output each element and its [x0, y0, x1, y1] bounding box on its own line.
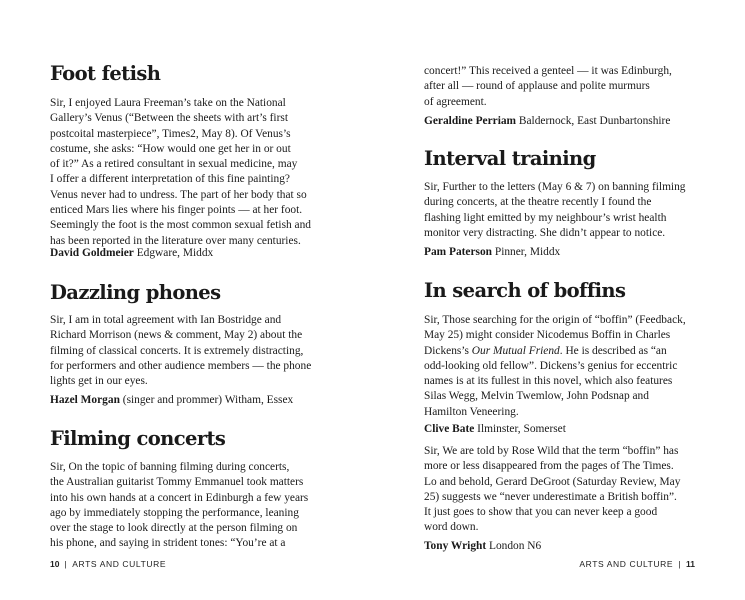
text-line: Sir, I am in total agreement with Ian Bostridge and [50, 314, 282, 326]
letter-filming-concerts [50, 460, 322, 552]
text-line: Sir, We are told by Rose Wild that the term “boffin” has [424, 445, 679, 457]
text-line: ago by immediately stopping the performance, leaning [50, 506, 299, 519]
letter-filming-continued [424, 64, 696, 110]
text-line: Lo and behold, Gerard DeGroot (Saturday Review, May [424, 475, 681, 488]
text-line: for performers and other audience members — the phone [50, 359, 312, 372]
signature-in-search-of-boffins [424, 422, 696, 437]
text-line: names is at its fullest in this novel, which also features [424, 375, 673, 388]
text-line: May 25) might consider Nicodemus Boffin in Charles [424, 329, 671, 342]
text-line: Sir, Those searching for the origin of “boffin” (Feedback, [424, 314, 686, 326]
text-line: odd-looking old fellow”. Dickens’s genius for eccentric [424, 359, 678, 372]
signature-foot-fetish [50, 246, 322, 261]
signature-filming-concerts [424, 114, 696, 129]
letter-dazzling-phones [50, 313, 322, 389]
text-line: lights get in our eyes. [50, 375, 148, 388]
heading-foot-fetish: Foot fetish [50, 62, 161, 85]
text-line: during concerts, at the theatre recently I found the [424, 196, 652, 209]
author-name: David Goldmeier [50, 247, 134, 259]
signature-interval-training [424, 245, 696, 260]
text-line: word down. [424, 521, 479, 534]
text-line: postcoital masterpiece”, Times2, May 8). Of Venus’s [50, 127, 291, 140]
text-line: I offer a different interpretation of this fine painting? [50, 173, 290, 186]
letter-in-search-of-boffins [424, 313, 696, 420]
author-place: Baldernock, East Dunbartonshire [516, 115, 671, 127]
heading-dazzling-phones: Dazzling phones [50, 281, 221, 304]
page-number: 10 [50, 559, 60, 569]
text-line: of it?” As a retired consultant in sexual medicine, may [50, 158, 298, 171]
signature-boffin-wild [424, 539, 696, 554]
text-line: costume, she asks: “How would one get her in or out [50, 142, 291, 155]
text-line: after all — round of applause and polite murmurs [424, 80, 650, 93]
heading-interval-training: Interval training [424, 147, 596, 170]
text-line: 25) suggests we “never underestimate a British boffin”. [424, 490, 677, 503]
footer-right [579, 559, 695, 569]
text-line-end: . He is described as “an [559, 344, 667, 357]
text-line: It just goes to show that you can never keep a good [424, 506, 658, 519]
author-name: Clive Bate [424, 423, 475, 435]
text-line: flashing light emitted by my neighbour’s wrist health [424, 211, 667, 224]
text-line: his phone, and saying in strident tones: “You’re at a [50, 537, 286, 550]
text-line: Venus never had to undress. The part of her body that so [50, 188, 307, 201]
letter-interval-training [424, 180, 696, 241]
text-line: Seemingly the foot is the most common sexual fetish and [50, 219, 311, 232]
section-label: ARTS AND CULTURE [579, 559, 674, 569]
text-line: Gallery’s Venus (“Between the sheets with art’s first [50, 112, 288, 125]
author-name: Tony Wright [424, 540, 487, 552]
text-line: Hamilton Veneering. [424, 405, 519, 418]
author-place: Edgware, Middx [133, 247, 214, 259]
heading-in-search-of-boffins: In search of boffins [424, 279, 626, 302]
page-number: 11 [686, 559, 695, 569]
letter-foot-fetish [50, 96, 322, 249]
text-line-start: Dickens’s [424, 344, 472, 357]
text-line: monitor very distracting. She didn’t appear to notice. [424, 226, 666, 239]
text-line: enticed Mars lies where his finger points — at her foot. [50, 204, 303, 217]
text-line: Richard Morrison (news & comment, May 2) about the [50, 329, 303, 342]
text-line: Silas Wegg, Melvin Twemlow, John Podsnap and [424, 390, 649, 403]
book-title: Our Mutual Friend [471, 344, 560, 357]
text-line: into his own hands at a concert in Edinburgh a few years [50, 491, 309, 504]
author-place: Ilminster, Somerset [474, 423, 566, 435]
signature-dazzling-phones [50, 393, 322, 408]
text-line: over the stage to look directly at the person filming on [50, 522, 298, 535]
author-place: London N6 [486, 540, 542, 552]
author-place: (singer and prommer) Witham, Essex [119, 394, 294, 406]
letter-boffin-wild [424, 444, 696, 536]
text-line: concert!” This received a genteel — it was Edinburgh, [424, 65, 672, 77]
text-line: the Australian guitarist Tommy Emmanuel took matters [50, 476, 304, 489]
footer-left [50, 559, 166, 569]
author-place: Pinner, Middx [492, 246, 561, 258]
text-line: Sir, Further to the letters (May 6 & 7) on banning filming [424, 181, 686, 193]
author-name: Hazel Morgan [50, 394, 120, 406]
text-line: of agreement. [424, 95, 487, 108]
section-label: ARTS AND CULTURE [72, 559, 167, 569]
footer-separator: | [64, 559, 68, 569]
text-line: more or less disappeared from the pages of The Times. [424, 460, 674, 473]
text-line: has been reported in the literature over many centuries. [50, 234, 301, 247]
heading-filming-concerts: Filming concerts [50, 427, 226, 450]
text-line: Sir, I enjoyed Laura Freeman’s take on the National [50, 97, 286, 109]
text-line: filming of classical concerts. It is extremely distracting, [50, 344, 304, 357]
footer-separator: | [678, 559, 681, 569]
text-line: Sir, On the topic of banning filming during concerts, [50, 461, 290, 473]
author-name: Geraldine Perriam [424, 115, 517, 127]
author-name: Pam Paterson [424, 246, 493, 258]
